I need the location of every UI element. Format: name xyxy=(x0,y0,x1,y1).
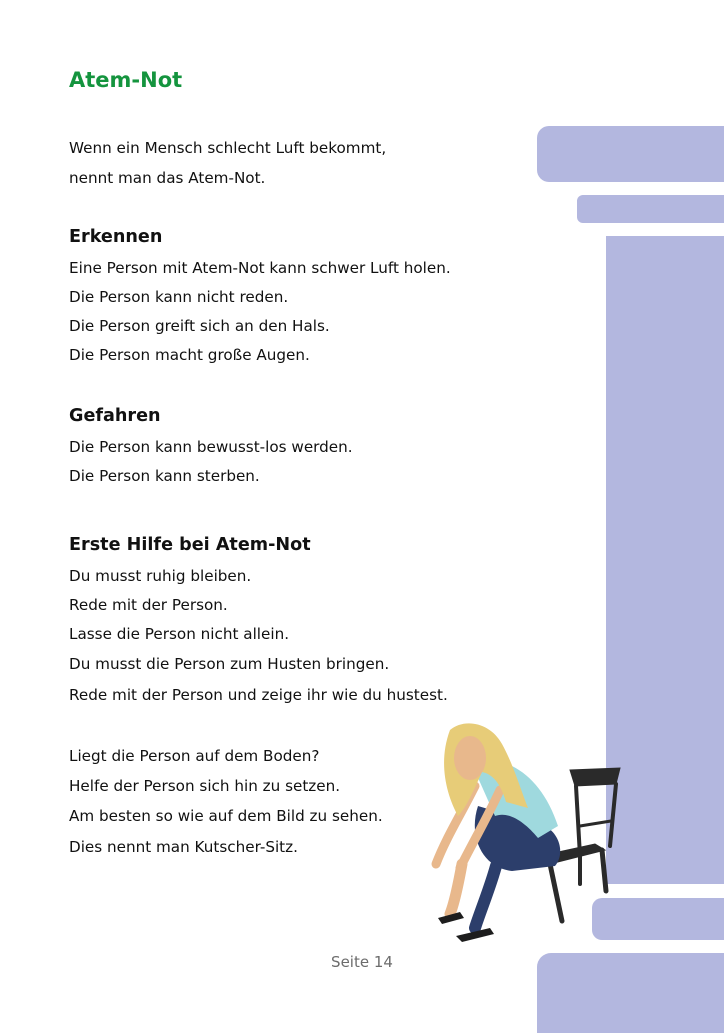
erste-hilfe-line: Rede mit der Person. xyxy=(69,596,228,614)
section-heading-erkennen: Erkennen xyxy=(69,227,163,247)
kutscher-sitz-illustration xyxy=(420,716,630,951)
person xyxy=(436,723,560,942)
closing-line: Dies nennt man Kutscher-Sitz. xyxy=(69,838,298,856)
pillar-capital-bottom xyxy=(577,195,724,223)
gefahren-line: Die Person kann bewusst-los werden. xyxy=(69,438,353,456)
erkennen-line: Die Person kann nicht reden. xyxy=(69,288,289,306)
closing-line: Helfe der Person sich hin zu setzen. xyxy=(69,777,341,795)
section-heading-gefahren: Gefahren xyxy=(69,406,161,426)
erste-hilfe-line: Lasse die Person nicht allein. xyxy=(69,625,290,643)
erkennen-line: Eine Person mit Atem-Not kann schwer Luft holen. xyxy=(69,259,451,277)
section-heading-erste-hilfe: Erste Hilfe bei Atem-Not xyxy=(69,535,311,555)
gefahren-line: Die Person kann sterben. xyxy=(69,467,260,485)
page-number: Seite 14 xyxy=(331,953,393,971)
intro-line: nennt man das Atem-Not. xyxy=(69,169,266,187)
closing-line: Am besten so wie auf dem Bild zu sehen. xyxy=(69,807,383,825)
intro-line: Wenn ein Mensch schlecht Luft bekommt, xyxy=(69,139,387,157)
erste-hilfe-line: Du musst die Person zum Husten bringen. xyxy=(69,655,390,673)
erste-hilfe-line: Du musst ruhig bleiben. xyxy=(69,567,252,585)
closing-line: Liegt die Person auf dem Boden? xyxy=(69,747,320,765)
erkennen-line: Die Person macht große Augen. xyxy=(69,346,310,364)
page-title: Atem-Not xyxy=(69,68,183,92)
pillar-capital-top xyxy=(537,126,724,182)
erste-hilfe-line: Rede mit der Person und zeige ihr wie du hustest. xyxy=(69,686,448,704)
erkennen-line: Die Person greift sich an den Hals. xyxy=(69,317,330,335)
